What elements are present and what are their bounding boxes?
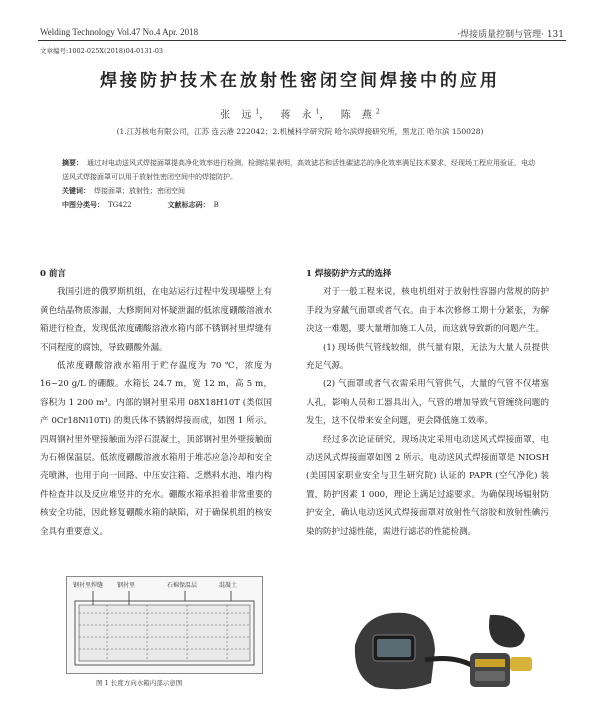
clc-value: TG422: [108, 201, 132, 209]
article-number: 文章编号:1002-025X(2018)04-0131-03: [40, 47, 164, 55]
paragraph: (2) 气面罩或者气衣需采用气管供气，大量的气管不仅堵塞人孔，影响人员和工器具出入，气管的增加导致气管缠绕问题的发生，这不仅带来安全问题，更会降低施工效率。: [306, 379, 549, 427]
figure-label: 钢衬里焊缝: [73, 582, 104, 589]
paragraph: 经过多次论证研究，现场决定采用电动送风式焊接面罩，电动送风式焊接面罩如图 2 所示。电动送风式焊接面罩是 NIOSH (美国国家职业安全与卫生研究院) 认证的 PAPR (空气净化) 装置，防护因素 1 000，理论上满足过滤要求。为确保现场辐射防护安全，确认电动送风式焊接面罩对放射性气溶胶和放射性碘污染的防护过滤性能，需进行滤芯的性能检测。: [306, 434, 549, 537]
paragraph: 对于一般工程来说，核电机组对于放射性容器内常规的防护手段为穿戴气面罩或者气衣。由于本次修修工期十分紧张，为解决这一难题，要大量增加施工人员，而这就导致新的问题产生。: [306, 287, 549, 335]
figure-label: 混凝土: [219, 582, 238, 589]
author-name: 陈 燕: [340, 110, 376, 121]
affiliation: (1.江苏核电有限公司，江苏 连云港 222042；2.机械科学研究院 哈尔滨焊接研究所，黑龙江 哈尔滨 150028): [116, 127, 484, 136]
spare-helmet: [489, 615, 525, 648]
abstract-label: 摘要：: [62, 158, 83, 167]
blower-filter: [475, 659, 505, 667]
clc-label: 中图分类号：: [62, 200, 104, 209]
doc-code-value: B: [213, 201, 219, 209]
section-heading-intro: 0 前言: [40, 269, 66, 279]
doc-code-label: 文献标志码：: [167, 200, 210, 209]
right-column: [306, 265, 549, 541]
author-affil-mark: 1: [255, 108, 260, 116]
header-rule: [38, 40, 566, 41]
author-affil-mark: 1: [315, 108, 320, 116]
running-header-right: ·焊接质量控制与管理· 131: [457, 30, 564, 40]
figure-label: 石棉保温层: [167, 582, 198, 589]
author-name: 张 远: [220, 110, 256, 121]
filter-cartridge: [510, 657, 532, 671]
tank-diagram-svg: [67, 577, 262, 673]
running-header-left: Welding Technology Vol.47 No.4 Apr. 2018: [40, 27, 199, 37]
author-name: 蒋 永: [280, 110, 316, 121]
figure-1-tank-diagram: [66, 576, 263, 674]
left-column: [40, 265, 272, 541]
author-affil-mark: 2: [375, 108, 380, 116]
paper-title: 焊接防护技术在放射性密闭空间焊接中的应用: [100, 71, 500, 91]
paragraph: 低浓度硼酸溶液水箱用于贮存温度为 70 ℃，浓度为16~20 g/L 的硼酸。水箱长 24.7 m，宽 12 m，高 5 m，容积为 1 200 m³。内部的钢衬里采用 08X18H10T (类似国产 0Cr18Ni10Ti) 的奥氏体不锈钢焊接而成，如图 1 所示。四周钢衬里外壁接触面为浮石混凝土，顶部钢衬里外壁接触面为石棉保温层。低浓度硼酸溶液水箱用于堆芯应急冷却和安全壳喷淋，也用于向一回路、中压安注箱、乏燃料水池、堆内构件检查井以及反应堆竖井的充水。硼酸水箱承担着非常重要的核安全功能，因此修复硼酸水箱的缺陷，对于确保机组的核安全具有重要意义。: [40, 361, 272, 537]
figure-label: 钢衬里: [117, 582, 136, 589]
paragraph: 我国引进的俄罗斯机组，在电站运行过程中发现墙壁上有黄色结晶物质渗漏，大修期间对怀疑泄漏的低浓度硼酸溶液水箱进行检查，发现低浓度硼酸溶液水箱内部不锈钢衬里焊缝有不同程度的腐蚀，导致硼酸外漏。: [40, 287, 272, 353]
paragraph: (1) 现场供气管线较细，供气量有限，无法为大量人员提供充足气源。: [306, 342, 549, 372]
blower-battery: [475, 671, 505, 681]
section-heading-protection: 1 焊接防护方式的选择: [306, 269, 392, 279]
figure-2-welding-helmet-photo: [325, 605, 540, 695]
abstract-block: [62, 156, 538, 212]
author-list: 张 远$^1$， 蒋 永$^1$， 陈 燕$^2$: [220, 108, 380, 121]
abstract-text: 通过对电动送风式焊接面罩提高净化效率进行检测，检测结果表明，高效滤芯和活性碳滤芯的净化效率满足技术要求，经现场工程应用验证，电动送风式焊接面罩可以用于放射性密闭空间中的焊接防护。: [62, 159, 535, 181]
helmet-lens-window: [377, 639, 411, 657]
keywords-text: 焊接面罩；放射性；密闭空间: [94, 187, 185, 195]
figure-1-caption: 图 1 长度方向水箱内部示意图: [96, 679, 183, 687]
blower-unit: [470, 653, 510, 687]
keywords-label: 关键词：: [62, 186, 90, 195]
